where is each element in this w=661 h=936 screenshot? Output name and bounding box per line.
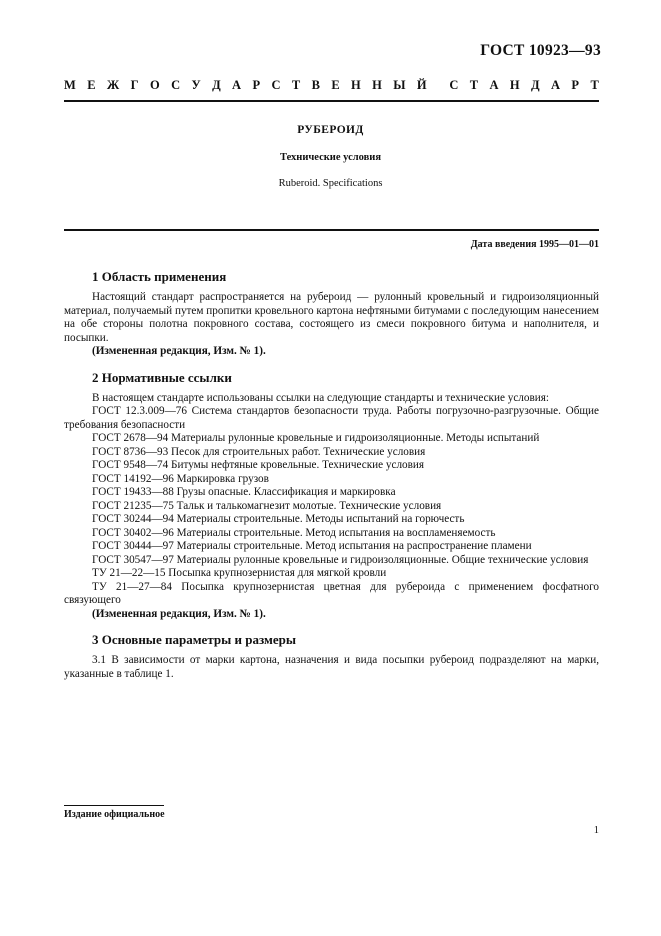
page-number: 1 xyxy=(593,825,599,836)
banner-letter: Т xyxy=(291,78,301,92)
banner-letter: А xyxy=(489,78,499,92)
reference-item: ГОСТ 30244—94 Материалы строительные. Методы испытаний на горючесть xyxy=(92,513,465,525)
section-paragraph: Настоящий стандарт распространяется на рубероид — рулонный кровельный и гидроизоляционный материал, получаемый путем пропитки кровельного картона нефтяными битумами с последующим нанесением на обе стороны полотна покровного состава, состоящего из смеси покровного битума и наполнителя, и посыпки. xyxy=(64,291,599,344)
section-normative-references xyxy=(64,370,599,622)
banner-letter: В xyxy=(311,78,320,92)
reference-item: ГОСТ 19433—88 Грузы опасные. Классификация и маркировка xyxy=(92,486,396,498)
banner-letter: А xyxy=(232,78,242,92)
reference-item: ГОСТ 14192—96 Маркировка грузов xyxy=(92,472,269,485)
reference-item: ГОСТ 2678—94 Материалы рулонные кровельные и гидроизоляционные. Методы испытаний xyxy=(92,432,540,444)
banner-letter: О xyxy=(149,78,160,92)
reference-item: ГОСТ 8736—93 Песок для строительных работ. Технические условия xyxy=(92,445,426,458)
banner-letter: А xyxy=(551,78,561,92)
document-title: РУБЕРОИД xyxy=(297,124,364,136)
footer-rule xyxy=(64,805,164,806)
banner-letter: Н xyxy=(372,78,382,92)
reference-item: ТУ 21—27—84 Посыпка крупнозернистая цветная для рубероида с применением фосфатного связующего xyxy=(64,580,599,606)
banner-letter: Т xyxy=(590,78,599,92)
amendment-note: (Измененная редакция, Изм. № 1). xyxy=(92,607,266,620)
banner-letter: С xyxy=(449,78,459,92)
title-rule xyxy=(64,229,599,231)
reference-item: ГОСТ 30444—97 Материалы строительные. Метод испытания на распространение пламени xyxy=(92,540,532,552)
introduction-date: Дата введения 1995—01—01 xyxy=(470,239,599,250)
banner-letter: Р xyxy=(252,78,261,92)
section-heading: 3 Основные параметры и размеры xyxy=(92,632,297,647)
banner-letter: С xyxy=(271,78,281,92)
banner-letter: Д xyxy=(212,78,221,92)
reference-item: ТУ 21—22—15 Посыпка крупнозернистая для мягкой кровли xyxy=(92,567,387,579)
section-heading: 2 Нормативные ссылки xyxy=(92,369,232,385)
banner-letter: Е xyxy=(87,78,96,92)
reference-item: ГОСТ 21235—75 Тальк и талькомагнезит молотые. Технические условия xyxy=(92,499,442,512)
section-scope xyxy=(64,269,599,359)
reference-item: ГОСТ 9548—74 Битумы нефтяные кровельные. Технические условия xyxy=(92,459,425,471)
reference-item: ГОСТ 30547—97 Материалы рулонные кровельные и гидроизоляционные. Общие технические условия xyxy=(92,553,589,566)
banner-letter: Т xyxy=(469,78,479,92)
document-title-english: Ruberoid. Specifications xyxy=(278,178,383,189)
amendment-note: (Измененная редакция, Изм. № 1). xyxy=(92,345,266,357)
banner-letter: Н xyxy=(351,78,361,92)
interstate-standard-banner xyxy=(64,78,599,93)
banner-letter: Й xyxy=(416,78,427,92)
section-paragraph: 3.1 В зависимости от марки картона, назначения и вида посыпки рубероид подразделяют на марки, указанные в таблице 1. xyxy=(64,654,599,680)
gost-code: ГОСТ 10923—93 xyxy=(480,42,601,59)
section-parameters xyxy=(64,632,599,681)
reference-item: ГОСТ 30402—96 Материалы строительные. Метод испытания на воспламеняемость xyxy=(92,526,496,539)
banner-letter: Д xyxy=(531,78,540,92)
banner-letter: М xyxy=(64,78,76,92)
header-rule xyxy=(64,100,599,102)
banner-letter: У xyxy=(191,78,201,92)
reference-item: ГОСТ 12.3.009—76 Система стандартов безопасности труда. Работы погрузочно-разгрузочные. Общие требования безопасности xyxy=(64,405,599,431)
banner-letter: Н xyxy=(509,78,520,92)
document-body xyxy=(64,269,599,692)
banner-letter: Г xyxy=(130,78,139,92)
banner-letter: С xyxy=(171,78,181,92)
banner-letter: Ы xyxy=(393,78,406,92)
banner-letter: Р xyxy=(571,78,580,92)
section-paragraph: В настоящем стандарте использованы ссылки на следующие стандарты и технические условия: xyxy=(92,391,549,404)
banner-letter: Ж xyxy=(106,78,120,92)
document-subtitle: Технические условия xyxy=(279,152,382,163)
official-edition-label: Издание официальное xyxy=(64,809,165,820)
section-heading: 1 Область применения xyxy=(92,269,227,284)
banner-letter: Е xyxy=(331,78,340,92)
